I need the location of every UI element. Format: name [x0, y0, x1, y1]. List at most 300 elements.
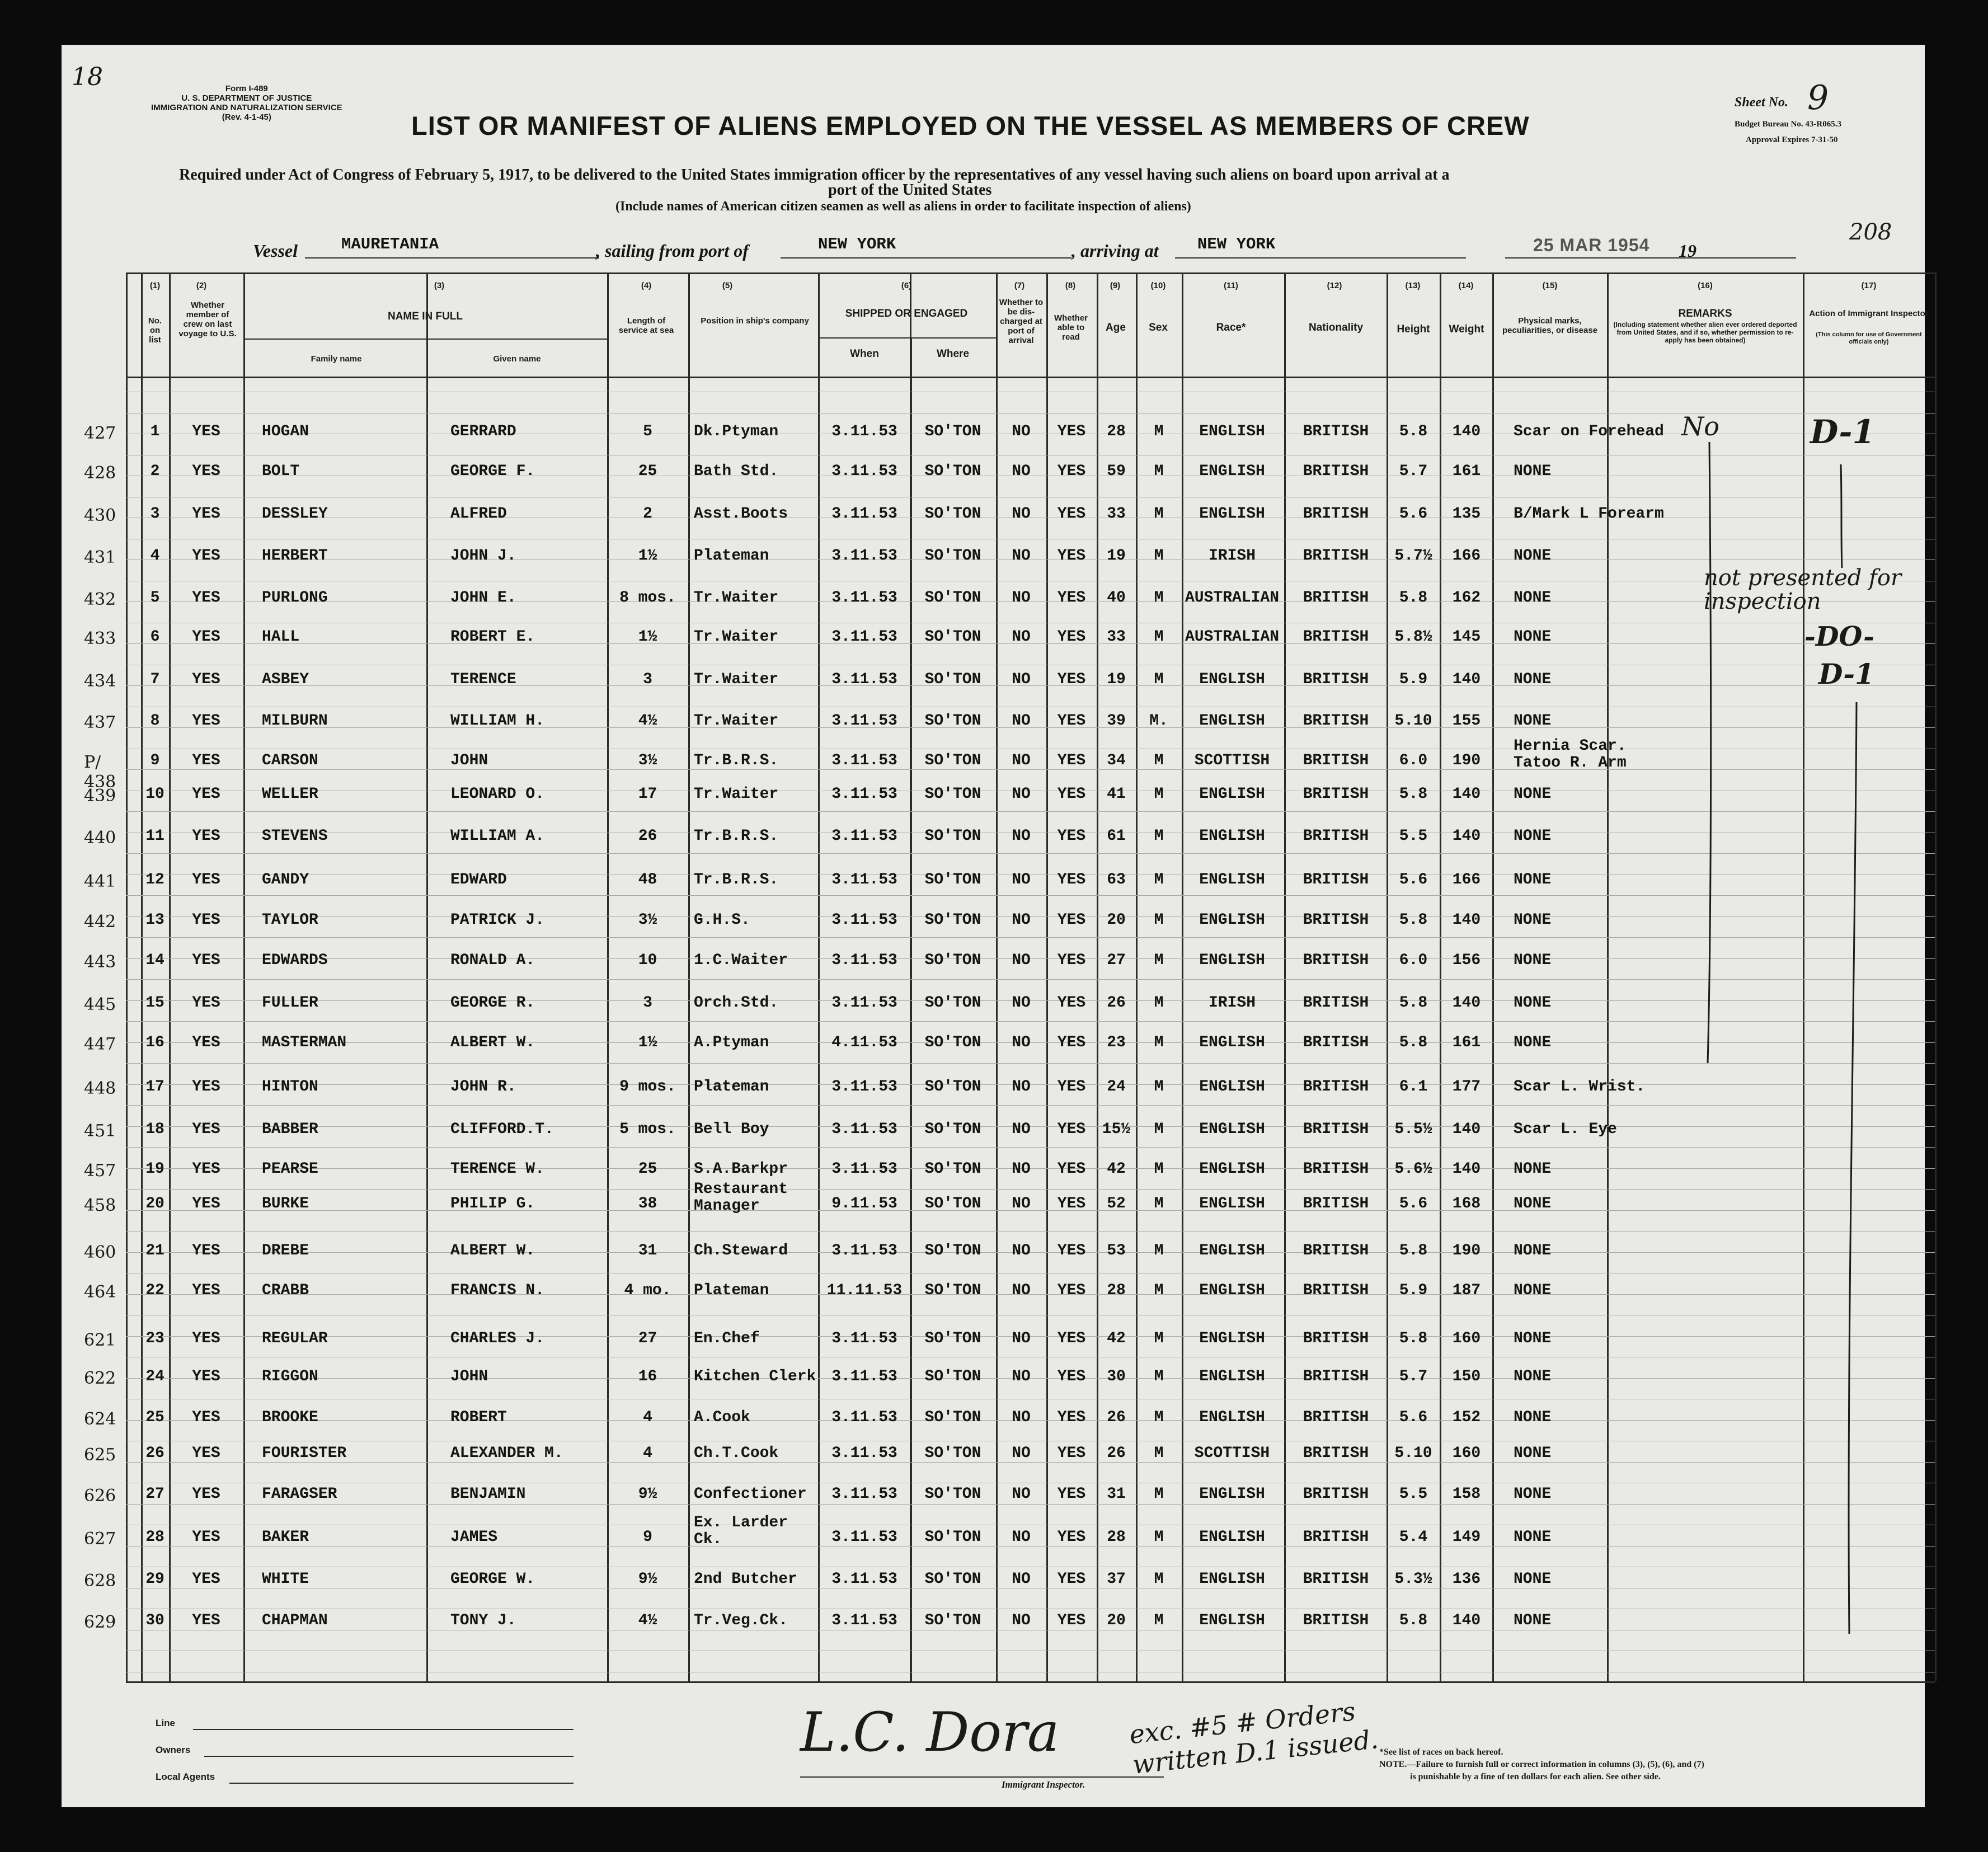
cell-nat: BRITISH [1303, 1368, 1369, 1385]
cell-marks: NONE [1514, 1242, 1552, 1259]
col-14-number: (14) [1458, 281, 1474, 290]
cell-no: 5 [150, 589, 160, 607]
col-2-number: (2) [196, 281, 207, 290]
cell-position: Confectioner [694, 1486, 807, 1503]
cell-sex: M [1154, 1571, 1164, 1588]
cell-position: A.Cook [694, 1409, 750, 1426]
cell-read: YES [1057, 828, 1086, 845]
cell-height: 5.8 [1399, 911, 1428, 929]
cell-service: 9 mos. [619, 1078, 676, 1096]
cell-disch: NO [1012, 871, 1031, 889]
cell-read: YES [1057, 911, 1086, 929]
cell-when: 3.11.53 [831, 1160, 897, 1178]
cell-where: SO'TON [924, 1160, 981, 1178]
cell-sex: M [1154, 505, 1164, 523]
cell-height: 5.6 [1399, 1195, 1428, 1212]
cell-read: YES [1057, 1160, 1086, 1178]
cell-service: 25 [638, 1160, 657, 1178]
cell-given: GEORGE R. [450, 994, 535, 1012]
cell-position: Dk.Ptyman [694, 423, 779, 440]
cell-disch: NO [1012, 1078, 1031, 1096]
cell-family: GANDY [262, 871, 309, 889]
cell-family: FULLER [262, 994, 318, 1012]
cell-ln: 457 [84, 1161, 116, 1181]
cell-disch: NO [1012, 1612, 1031, 1629]
cell-read: YES [1057, 1445, 1086, 1462]
col-3-number: (3) [434, 281, 445, 290]
cell-race: ENGLISH [1199, 1486, 1265, 1503]
cell-race: ENGLISH [1199, 1160, 1265, 1178]
cell-sex: M [1154, 1121, 1164, 1138]
subtitle-port: port of the United States [828, 181, 992, 199]
cell-race: AUSTRALIAN [1185, 628, 1280, 646]
cell-when: 3.11.53 [831, 1078, 897, 1096]
cell-sex: M [1154, 1445, 1164, 1462]
cell-age: 27 [1107, 952, 1126, 969]
cell-family: HINTON [262, 1078, 318, 1096]
cell-disch: NO [1012, 994, 1031, 1012]
cell-age: 31 [1107, 1486, 1126, 1503]
cell-where: SO'TON [924, 1121, 981, 1138]
cell-ln: 622 [84, 1369, 116, 1388]
cell-ln: 437 [84, 713, 116, 732]
col-17-number: (17) [1861, 281, 1877, 290]
cell-nat: BRITISH [1303, 628, 1369, 646]
cell-marks: NONE [1514, 952, 1552, 969]
cell-position: Tr.Waiter [694, 589, 779, 607]
cell-given: ALBERT W. [450, 1034, 535, 1051]
cell-marks: Scar L. Wrist. [1514, 1078, 1646, 1096]
cell-read: YES [1057, 1034, 1086, 1051]
col-6-number: (6) [901, 281, 912, 290]
cell-nat: BRITISH [1303, 1195, 1369, 1212]
cell-weight: 156 [1452, 952, 1481, 969]
cell-age: 20 [1107, 911, 1126, 929]
cell-nat: BRITISH [1303, 1486, 1369, 1503]
cell-nat: BRITISH [1303, 463, 1369, 480]
cell-nat: BRITISH [1303, 1571, 1369, 1588]
cell-sex: M [1154, 423, 1164, 440]
cell-marks: NONE [1514, 1195, 1552, 1212]
cell-where: SO'TON [924, 1368, 981, 1385]
cell-last: YES [192, 1195, 220, 1212]
cell-sex: M [1154, 871, 1164, 889]
cell-when: 3.11.53 [831, 786, 897, 803]
cell-height: 5.8 [1399, 589, 1428, 607]
cell-height: 5.8 [1399, 1612, 1428, 1629]
cell-last: YES [192, 1242, 220, 1259]
cell-given: PATRICK J. [450, 911, 545, 929]
orders-note: exc. #5 # Orders written D.1 issued. [1127, 1696, 1380, 1780]
cell-weight: 177 [1452, 1078, 1481, 1096]
cell-race: ENGLISH [1199, 671, 1265, 688]
cell-weight: 160 [1452, 1330, 1481, 1347]
cell-no: 4 [150, 547, 160, 565]
cell-disch: NO [1012, 786, 1031, 803]
cell-when: 3.11.53 [831, 1242, 897, 1259]
cell-family: EDWARDS [262, 952, 328, 969]
cell-when: 3.11.53 [831, 1486, 897, 1503]
cell-family: ASBEY [262, 671, 309, 688]
cell-last: YES [192, 952, 220, 969]
cell-height: 5.9 [1399, 671, 1428, 688]
cell-family: BURKE [262, 1195, 309, 1212]
cell-sex: M [1154, 463, 1164, 480]
cell-service: 5 [643, 423, 652, 440]
cell-disch: NO [1012, 712, 1031, 730]
col-15-number: (15) [1542, 281, 1558, 290]
col-11-number: (11) [1224, 281, 1238, 290]
cell-nat: BRITISH [1303, 911, 1369, 929]
cell-service: 4 mo. [624, 1282, 671, 1299]
cell-marks: NONE [1514, 547, 1552, 565]
cell-given: WILLIAM H. [450, 712, 545, 730]
cell-read: YES [1057, 547, 1086, 565]
cell-service: 25 [638, 463, 657, 480]
col-10-header: Sex [1149, 322, 1168, 333]
cell-weight: 190 [1452, 752, 1481, 769]
signature-underline [800, 1776, 1164, 1778]
cell-weight: 140 [1452, 1121, 1481, 1138]
cell-where: SO'TON [924, 547, 981, 565]
cell-when: 3.11.53 [831, 911, 897, 929]
cell-disch: NO [1012, 752, 1031, 769]
cell-no: 21 [145, 1242, 165, 1259]
cell-read: YES [1057, 752, 1086, 769]
cell-family: HERBERT [262, 547, 328, 565]
cell-height: 5.6 [1399, 1409, 1428, 1426]
cell-when: 3.11.53 [831, 952, 897, 969]
cell-sex: M [1154, 1529, 1164, 1546]
cell-no: 29 [145, 1571, 165, 1588]
sheet-number: 9 [1807, 78, 1829, 117]
line-underline [193, 1729, 574, 1730]
cell-position: Ch.T.Cook [694, 1445, 779, 1462]
cell-where: SO'TON [924, 628, 981, 646]
cell-marks: B/Mark L Forearm [1514, 505, 1664, 523]
cell-height: 5.8½ [1394, 628, 1432, 646]
cell-given: JOHN E. [450, 589, 516, 607]
cell-no: 8 [150, 712, 160, 730]
cell-read: YES [1057, 994, 1086, 1012]
col-9-header: Age [1106, 322, 1126, 333]
cell-read: YES [1057, 628, 1086, 646]
col-16-subheader: (Including statement whether alien ever ordered deported from United States, and if so, whether permission to re-apply has been obtained) [1613, 321, 1797, 344]
cell-marks: NONE [1514, 1445, 1552, 1462]
cell-weight: 158 [1452, 1486, 1481, 1503]
cell-marks: Scar on Forehead [1514, 423, 1664, 440]
cell-given: EDWARD [450, 871, 507, 889]
cell-given: JOHN J. [450, 547, 516, 565]
cell-nat: BRITISH [1303, 952, 1369, 969]
page-title: LIST OR MANIFEST OF ALIENS EMPLOYED ON THE VESSEL AS MEMBERS OF CREW [411, 111, 1530, 140]
cell-position: Tr.B.R.S. [694, 871, 779, 889]
cell-height: 5.5½ [1394, 1121, 1432, 1138]
cell-nat: BRITISH [1303, 589, 1369, 607]
cell-race: ENGLISH [1199, 463, 1265, 480]
cell-when: 3.11.53 [831, 828, 897, 845]
cell-read: YES [1057, 1486, 1086, 1503]
line-label: Line [156, 1718, 175, 1728]
cell-last: YES [192, 1034, 220, 1051]
cell-age: 33 [1107, 628, 1126, 646]
cell-position: Bell Boy [694, 1121, 769, 1138]
cell-height: 5.9 [1399, 1282, 1428, 1299]
cell-position: Kitchen Clerk [694, 1368, 816, 1385]
col-16-number: (16) [1698, 281, 1713, 290]
cell-height: 5.4 [1399, 1529, 1428, 1546]
col-8-header: Whether able to read [1054, 313, 1088, 342]
cell-last: YES [192, 1445, 220, 1462]
col-6a-header: When [850, 348, 879, 360]
cell-marks: NONE [1514, 463, 1552, 480]
cell-nat: BRITISH [1303, 505, 1369, 523]
cell-nat: BRITISH [1303, 1160, 1369, 1178]
cell-given: TONY J. [450, 1612, 516, 1629]
cell-disch: NO [1012, 952, 1031, 969]
cell-where: SO'TON [924, 712, 981, 730]
cell-when: 3.11.53 [831, 423, 897, 440]
cell-weight: 140 [1452, 994, 1481, 1012]
cell-ln: 431 [84, 548, 116, 567]
action-do-annotation: -DO- [1804, 621, 1875, 652]
cell-ln: 442 [84, 912, 116, 932]
cell-race: ENGLISH [1199, 911, 1265, 929]
cell-family: HALL [262, 628, 300, 646]
cell-when: 3.11.53 [831, 712, 897, 730]
cell-ln: 440 [84, 828, 116, 848]
inspector-signature: L.C. Dora [800, 1701, 1060, 1764]
cell-no: 22 [145, 1282, 165, 1299]
cell-age: 15½ [1102, 1121, 1131, 1138]
cell-weight: 187 [1452, 1282, 1481, 1299]
cell-position: Ch.Steward [694, 1242, 788, 1259]
cell-race: IRISH [1208, 994, 1256, 1012]
cell-family: BABBER [262, 1121, 318, 1138]
action-d1-row7-annotation: D-1 [1818, 657, 1874, 690]
cell-sex: M [1154, 589, 1164, 607]
cell-position: Plateman [694, 1282, 769, 1299]
inspector-label: Immigrant Inspector. [1002, 1779, 1085, 1790]
cell-when: 3.11.53 [831, 752, 897, 769]
col-6-header: SHIPPED OR ENGAGED [845, 308, 968, 319]
cell-ln: 441 [84, 872, 116, 891]
cell-given: ALBERT W. [450, 1242, 535, 1259]
cell-disch: NO [1012, 1034, 1031, 1051]
cell-read: YES [1057, 1571, 1086, 1588]
cell-weight: 166 [1452, 547, 1481, 565]
cell-age: 24 [1107, 1078, 1126, 1096]
cell-service: 3 [643, 671, 652, 688]
cell-weight: 160 [1452, 1445, 1481, 1462]
cell-disch: NO [1012, 1160, 1031, 1178]
cell-given: GERRARD [450, 423, 516, 440]
cell-race: ENGLISH [1199, 1529, 1265, 1546]
cell-weight: 152 [1452, 1409, 1481, 1426]
cell-last: YES [192, 1368, 220, 1385]
cell-given: JAMES [450, 1529, 498, 1546]
cell-when: 3.11.53 [831, 547, 897, 565]
cell-last: YES [192, 712, 220, 730]
cell-no: 1 [150, 423, 160, 440]
cell-where: SO'TON [924, 1034, 981, 1051]
cell-when: 3.11.53 [831, 671, 897, 688]
cell-position: Ex. Larder Ck. [694, 1514, 788, 1548]
cell-when: 4.11.53 [831, 1034, 897, 1051]
col-4-header: Length of service at sea [618, 316, 674, 335]
cell-when: 3.11.53 [831, 1409, 897, 1426]
cell-race: ENGLISH [1199, 712, 1265, 730]
cell-family: FOURISTER [262, 1445, 347, 1462]
cell-no: 23 [145, 1330, 165, 1347]
cell-race: ENGLISH [1199, 423, 1265, 440]
cell-race: AUSTRALIAN [1185, 589, 1280, 607]
cell-ln: 447 [84, 1035, 116, 1054]
cell-age: 26 [1107, 994, 1126, 1012]
cell-age: 53 [1107, 1242, 1126, 1259]
cell-service: 3½ [638, 911, 657, 929]
cell-service: 38 [638, 1195, 657, 1212]
cell-height: 5.8 [1399, 1242, 1428, 1259]
cell-last: YES [192, 589, 220, 607]
cell-ln: 458 [84, 1196, 116, 1215]
cell-nat: BRITISH [1303, 994, 1369, 1012]
cell-sex: M. [1149, 712, 1168, 730]
cell-sex: M [1154, 628, 1164, 646]
cell-age: 20 [1107, 1612, 1126, 1629]
cell-service: 26 [638, 828, 657, 845]
cell-given: TERENCE W. [450, 1160, 545, 1178]
cell-where: SO'TON [924, 828, 981, 845]
cell-weight: 162 [1452, 589, 1481, 607]
col-7-number: (7) [1014, 281, 1025, 290]
cell-ln: 451 [84, 1121, 116, 1141]
cell-read: YES [1057, 505, 1086, 523]
cell-where: SO'TON [924, 786, 981, 803]
col-17-header: Action of Immigrant Inspector [1809, 309, 1929, 318]
cell-ln: 621 [84, 1331, 116, 1350]
cell-disch: NO [1012, 1330, 1031, 1347]
page-mark: 208 [1849, 219, 1892, 245]
action-d1-annotation: D-1 [1810, 413, 1875, 451]
cell-family: PEARSE [262, 1160, 318, 1178]
cell-height: 5.10 [1394, 1445, 1432, 1462]
col-16-header: REMARKS [1678, 308, 1732, 319]
cell-age: 28 [1107, 1282, 1126, 1299]
cell-last: YES [192, 1121, 220, 1138]
cell-sex: M [1154, 1034, 1164, 1051]
cell-age: 39 [1107, 712, 1126, 730]
cell-where: SO'TON [924, 1529, 981, 1546]
cell-weight: 166 [1452, 871, 1481, 889]
cell-disch: NO [1012, 1529, 1031, 1546]
form-number: Form I-489 [225, 84, 268, 93]
cell-disch: NO [1012, 1195, 1031, 1212]
cell-position: Restaurant Manager [694, 1181, 788, 1215]
cell-read: YES [1057, 671, 1086, 688]
cell-age: 37 [1107, 1571, 1126, 1588]
cell-read: YES [1057, 1529, 1086, 1546]
cell-where: SO'TON [924, 1330, 981, 1347]
cell-where: SO'TON [924, 1195, 981, 1212]
cell-when: 3.11.53 [831, 1368, 897, 1385]
cell-read: YES [1057, 1242, 1086, 1259]
cell-disch: NO [1012, 505, 1031, 523]
col-12-number: (12) [1327, 281, 1342, 290]
cell-height: 5.7 [1399, 1368, 1428, 1385]
cell-marks: NONE [1514, 1282, 1552, 1299]
cell-age: 28 [1107, 423, 1126, 440]
cell-sex: M [1154, 1612, 1164, 1629]
cell-where: SO'TON [924, 1409, 981, 1426]
col-11-header: Race* [1216, 322, 1246, 333]
cell-last: YES [192, 1330, 220, 1347]
cell-ln: 433 [84, 629, 116, 648]
cell-family: MILBURN [262, 712, 328, 730]
cell-last: YES [192, 1612, 220, 1629]
cell-family: PURLONG [262, 589, 328, 607]
cell-marks: Scar L. Eye [1514, 1121, 1617, 1138]
cell-where: SO'TON [924, 1078, 981, 1096]
cell-when: 3.11.53 [831, 1529, 897, 1546]
col-14-header: Weight [1449, 323, 1484, 335]
cell-age: 34 [1107, 752, 1126, 769]
cell-when: 3.11.53 [831, 1445, 897, 1462]
cell-when: 3.11.53 [831, 994, 897, 1012]
approval-expiry: Approval Expires 7-31-50 [1746, 135, 1838, 144]
cell-family: FARAGSER [262, 1486, 337, 1503]
cell-service: 9½ [638, 1571, 657, 1588]
cell-last: YES [192, 671, 220, 688]
cell-no: 11 [145, 828, 165, 845]
cell-disch: NO [1012, 911, 1031, 929]
owners-underline [204, 1756, 574, 1757]
col-5-number: (5) [722, 281, 733, 290]
cell-marks: NONE [1514, 1571, 1552, 1588]
agents-underline [229, 1783, 574, 1784]
cell-service: 16 [638, 1368, 657, 1385]
cell-height: 5.8 [1399, 1330, 1428, 1347]
cell-weight: 136 [1452, 1571, 1481, 1588]
cell-ln: 627 [84, 1529, 116, 1549]
cell-race: ENGLISH [1199, 1034, 1265, 1051]
cell-read: YES [1057, 423, 1086, 440]
cell-family: HOGAN [262, 423, 309, 440]
cell-read: YES [1057, 1282, 1086, 1299]
vessel-name: MAURETANIA [341, 235, 439, 253]
cell-ln: 626 [84, 1486, 116, 1506]
cell-nat: BRITISH [1303, 547, 1369, 565]
cell-race: ENGLISH [1199, 1571, 1265, 1588]
col-2-header: Whether member of crew on last voyage to U.S. [178, 300, 237, 339]
cell-age: 26 [1107, 1409, 1126, 1426]
cell-marks: NONE [1514, 1368, 1552, 1385]
cell-disch: NO [1012, 1486, 1031, 1503]
cell-given: ALFRED [450, 505, 507, 523]
cell-disch: NO [1012, 1282, 1031, 1299]
cell-position: Bath Std. [694, 463, 779, 480]
cell-position: Tr.Waiter [694, 671, 779, 688]
cell-nat: BRITISH [1303, 1078, 1369, 1096]
cell-marks: NONE [1514, 1529, 1552, 1546]
cell-disch: NO [1012, 1242, 1031, 1259]
cell-age: 19 [1107, 547, 1126, 565]
cell-marks: NONE [1514, 1160, 1552, 1178]
cell-given: BENJAMIN [450, 1486, 526, 1503]
cell-race: ENGLISH [1199, 1195, 1265, 1212]
cell-last: YES [192, 1529, 220, 1546]
cell-where: SO'TON [924, 871, 981, 889]
